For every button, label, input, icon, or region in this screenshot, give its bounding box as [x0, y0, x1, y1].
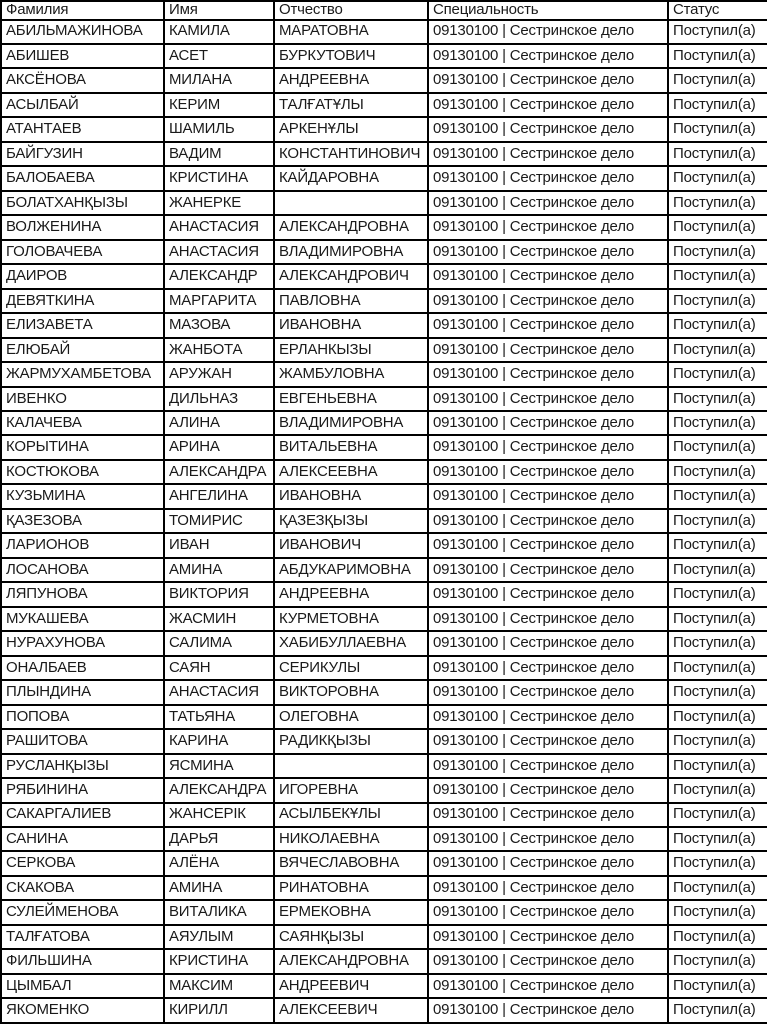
cell-specialty: 09130100 | Сестринское дело	[428, 93, 668, 117]
cell-status: Поступил(а)	[668, 44, 767, 68]
cell-name: ИВАН	[164, 533, 274, 557]
cell-patronymic: ИВАНОВНА	[274, 313, 428, 337]
cell-specialty: 09130100 | Сестринское дело	[428, 607, 668, 631]
cell-patronymic: ОЛЕГОВНА	[274, 705, 428, 729]
cell-specialty: 09130100 | Сестринское дело	[428, 191, 668, 215]
cell-status: Поступил(а)	[668, 974, 767, 998]
cell-name: САЛИМА	[164, 631, 274, 655]
cell-specialty: 09130100 | Сестринское дело	[428, 362, 668, 386]
cell-patronymic: ХАБИБУЛЛАЕВНА	[274, 631, 428, 655]
cell-patronymic: ЖАМБУЛОВНА	[274, 362, 428, 386]
table-row	[1, 900, 767, 924]
cell-specialty: 09130100 | Сестринское дело	[428, 117, 668, 141]
cell-specialty: 09130100 | Сестринское дело	[428, 387, 668, 411]
cell-status: Поступил(а)	[668, 460, 767, 484]
cell-status: Поступил(а)	[668, 631, 767, 655]
cell-name: КИРИЛЛ	[164, 998, 274, 1023]
cell-name: АЛИНА	[164, 411, 274, 435]
column-header-patronymic: Отчество	[274, 1, 428, 20]
cell-surname: ЦЫМБАЛ	[1, 974, 164, 998]
cell-name: КЕРИМ	[164, 93, 274, 117]
cell-status: Поступил(а)	[668, 509, 767, 533]
cell-status: Поступил(а)	[668, 705, 767, 729]
cell-surname: ИВЕНКО	[1, 387, 164, 411]
cell-name: МАКСИМ	[164, 974, 274, 998]
cell-patronymic: КУРМЕТОВНА	[274, 607, 428, 631]
table-row	[1, 705, 767, 729]
table-row	[1, 460, 767, 484]
cell-patronymic: АНДРЕЕВНА	[274, 582, 428, 606]
cell-specialty: 09130100 | Сестринское дело	[428, 900, 668, 924]
cell-specialty: 09130100 | Сестринское дело	[428, 264, 668, 288]
cell-surname: ЯКОМЕНКО	[1, 998, 164, 1023]
cell-name: ТАТЬЯНА	[164, 705, 274, 729]
cell-specialty: 09130100 | Сестринское дело	[428, 435, 668, 459]
cell-patronymic: ВЯЧЕСЛАВОВНА	[274, 851, 428, 875]
cell-surname: ФИЛЬШИНА	[1, 949, 164, 973]
table-row	[1, 533, 767, 557]
cell-specialty: 09130100 | Сестринское дело	[428, 876, 668, 900]
cell-status: Поступил(а)	[668, 338, 767, 362]
cell-specialty: 09130100 | Сестринское дело	[428, 754, 668, 778]
cell-status: Поступил(а)	[668, 166, 767, 190]
column-header-surname: Фамилия	[1, 1, 164, 20]
cell-status: Поступил(а)	[668, 20, 767, 44]
cell-surname: РУСЛАНҚЫЗЫ	[1, 754, 164, 778]
cell-specialty: 09130100 | Сестринское дело	[428, 656, 668, 680]
cell-surname: СЕРКОВА	[1, 851, 164, 875]
cell-surname: ГОЛОВАЧЕВА	[1, 240, 164, 264]
cell-name: АМИНА	[164, 876, 274, 900]
cell-surname: НУРАХУНОВА	[1, 631, 164, 655]
table-row	[1, 582, 767, 606]
cell-status: Поступил(а)	[668, 876, 767, 900]
cell-surname: САКАРГАЛИЕВ	[1, 803, 164, 827]
cell-surname: СКАКОВА	[1, 876, 164, 900]
cell-patronymic: АНДРЕЕВНА	[274, 68, 428, 92]
cell-patronymic: САЯНҚЫЗЫ	[274, 925, 428, 949]
table-row	[1, 827, 767, 851]
cell-status: Поступил(а)	[668, 289, 767, 313]
cell-status: Поступил(а)	[668, 93, 767, 117]
cell-specialty: 09130100 | Сестринское дело	[428, 289, 668, 313]
cell-surname: ПОПОВА	[1, 705, 164, 729]
cell-status: Поступил(а)	[668, 484, 767, 508]
cell-specialty: 09130100 | Сестринское дело	[428, 558, 668, 582]
table-row	[1, 778, 767, 802]
cell-name: АЛЕКСАНДР	[164, 264, 274, 288]
cell-patronymic: КАЙДАРОВНА	[274, 166, 428, 190]
cell-name: МИЛАНА	[164, 68, 274, 92]
cell-surname: КУЗЬМИНА	[1, 484, 164, 508]
cell-specialty: 09130100 | Сестринское дело	[428, 803, 668, 827]
cell-patronymic: ВЛАДИМИРОВНА	[274, 240, 428, 264]
table-row	[1, 338, 767, 362]
cell-name: САЯН	[164, 656, 274, 680]
cell-name: АНГЕЛИНА	[164, 484, 274, 508]
cell-name: МАРГАРИТА	[164, 289, 274, 313]
cell-surname: ҚАЗЕЗОВА	[1, 509, 164, 533]
table-row	[1, 191, 767, 215]
table-row	[1, 411, 767, 435]
cell-patronymic: ИВАНОВИЧ	[274, 533, 428, 557]
cell-patronymic: ВИКТОРОВНА	[274, 680, 428, 704]
cell-name: ЖАНЕРКЕ	[164, 191, 274, 215]
table-row	[1, 93, 767, 117]
cell-specialty: 09130100 | Сестринское дело	[428, 778, 668, 802]
table-row	[1, 484, 767, 508]
cell-status: Поступил(а)	[668, 68, 767, 92]
cell-status: Поступил(а)	[668, 827, 767, 851]
cell-patronymic: ТАЛҒАТҰЛЫ	[274, 93, 428, 117]
cell-patronymic: ИГОРЕВНА	[274, 778, 428, 802]
cell-surname: КОРЫТИНА	[1, 435, 164, 459]
cell-status: Поступил(а)	[668, 998, 767, 1023]
cell-patronymic: АЛЕКСАНДРОВНА	[274, 949, 428, 973]
table-row	[1, 754, 767, 778]
cell-surname: ОНАЛБАЕВ	[1, 656, 164, 680]
cell-specialty: 09130100 | Сестринское дело	[428, 974, 668, 998]
table-header	[1, 1, 767, 20]
cell-status: Поступил(а)	[668, 680, 767, 704]
cell-patronymic: НИКОЛАЕВНА	[274, 827, 428, 851]
cell-patronymic: АЛЕКСЕЕВИЧ	[274, 998, 428, 1023]
cell-surname: ЛАРИОНОВ	[1, 533, 164, 557]
cell-specialty: 09130100 | Сестринское дело	[428, 20, 668, 44]
table-row	[1, 264, 767, 288]
table-row	[1, 362, 767, 386]
cell-patronymic: РАДИКҚЫЗЫ	[274, 729, 428, 753]
table-row	[1, 925, 767, 949]
table-row	[1, 68, 767, 92]
cell-surname: ВОЛЖЕНИНА	[1, 215, 164, 239]
cell-name: ДАРЬЯ	[164, 827, 274, 851]
cell-specialty: 09130100 | Сестринское дело	[428, 680, 668, 704]
cell-name: МАЗОВА	[164, 313, 274, 337]
cell-status: Поступил(а)	[668, 925, 767, 949]
table-row	[1, 631, 767, 655]
cell-status: Поступил(а)	[668, 411, 767, 435]
table-row	[1, 998, 767, 1023]
cell-status: Поступил(а)	[668, 900, 767, 924]
cell-surname: ЛОСАНОВА	[1, 558, 164, 582]
column-header-name: Имя	[164, 1, 274, 20]
cell-specialty: 09130100 | Сестринское дело	[428, 338, 668, 362]
cell-specialty: 09130100 | Сестринское дело	[428, 582, 668, 606]
table-row	[1, 166, 767, 190]
cell-status: Поступил(а)	[668, 778, 767, 802]
cell-status: Поступил(а)	[668, 607, 767, 631]
table-body	[1, 20, 767, 1024]
cell-status: Поступил(а)	[668, 435, 767, 459]
cell-surname: АБИШЕВ	[1, 44, 164, 68]
cell-patronymic: РИНАТОВНА	[274, 876, 428, 900]
table-row	[1, 803, 767, 827]
cell-name: ЖАСМИН	[164, 607, 274, 631]
cell-name: ВАДИМ	[164, 142, 274, 166]
cell-specialty: 09130100 | Сестринское дело	[428, 68, 668, 92]
cell-specialty: 09130100 | Сестринское дело	[428, 998, 668, 1023]
table-row	[1, 117, 767, 141]
cell-patronymic: ЕВГЕНЬЕВНА	[274, 387, 428, 411]
cell-surname: АСЫЛБАЙ	[1, 93, 164, 117]
cell-status: Поступил(а)	[668, 582, 767, 606]
cell-specialty: 09130100 | Сестринское дело	[428, 827, 668, 851]
cell-name: ВИКТОРИЯ	[164, 582, 274, 606]
table-row	[1, 313, 767, 337]
cell-status: Поступил(а)	[668, 240, 767, 264]
cell-status: Поступил(а)	[668, 264, 767, 288]
cell-specialty: 09130100 | Сестринское дело	[428, 729, 668, 753]
cell-name: КАРИНА	[164, 729, 274, 753]
table-row	[1, 142, 767, 166]
cell-patronymic: ПАВЛОВНА	[274, 289, 428, 313]
table-row	[1, 949, 767, 973]
cell-name: АРУЖАН	[164, 362, 274, 386]
cell-specialty: 09130100 | Сестринское дело	[428, 460, 668, 484]
cell-specialty: 09130100 | Сестринское дело	[428, 509, 668, 533]
cell-specialty: 09130100 | Сестринское дело	[428, 925, 668, 949]
cell-name: АНАСТАСИЯ	[164, 215, 274, 239]
cell-patronymic: АНДРЕЕВИЧ	[274, 974, 428, 998]
cell-status: Поступил(а)	[668, 949, 767, 973]
cell-specialty: 09130100 | Сестринское дело	[428, 240, 668, 264]
cell-name: ЖАНБОТА	[164, 338, 274, 362]
table-row	[1, 656, 767, 680]
column-header-status: Статус	[668, 1, 767, 20]
cell-surname: ТАЛҒАТОВА	[1, 925, 164, 949]
cell-name: КРИСТИНА	[164, 166, 274, 190]
cell-name: АЛЁНА	[164, 851, 274, 875]
table-row	[1, 680, 767, 704]
cell-patronymic: АЛЕКСАНДРОВНА	[274, 215, 428, 239]
cell-specialty: 09130100 | Сестринское дело	[428, 166, 668, 190]
cell-patronymic	[274, 754, 428, 778]
cell-name: КРИСТИНА	[164, 949, 274, 973]
cell-surname: АТАНТАЕВ	[1, 117, 164, 141]
cell-name: ВИТАЛИКА	[164, 900, 274, 924]
cell-specialty: 09130100 | Сестринское дело	[428, 411, 668, 435]
table-row	[1, 44, 767, 68]
cell-status: Поступил(а)	[668, 362, 767, 386]
cell-surname: РЯБИНИНА	[1, 778, 164, 802]
cell-specialty: 09130100 | Сестринское дело	[428, 313, 668, 337]
cell-name: АМИНА	[164, 558, 274, 582]
cell-patronymic: БУРКУТОВИЧ	[274, 44, 428, 68]
cell-surname: СУЛЕЙМЕНОВА	[1, 900, 164, 924]
cell-status: Поступил(а)	[668, 117, 767, 141]
cell-surname: ЛЯПУНОВА	[1, 582, 164, 606]
cell-patronymic: ҚАЗЕЗҚЫЗЫ	[274, 509, 428, 533]
cell-specialty: 09130100 | Сестринское дело	[428, 484, 668, 508]
cell-surname: КОСТЮКОВА	[1, 460, 164, 484]
cell-status: Поступил(а)	[668, 215, 767, 239]
table-row	[1, 435, 767, 459]
cell-specialty: 09130100 | Сестринское дело	[428, 215, 668, 239]
cell-patronymic: ВЛАДИМИРОВНА	[274, 411, 428, 435]
cell-surname: САНИНА	[1, 827, 164, 851]
cell-specialty: 09130100 | Сестринское дело	[428, 533, 668, 557]
cell-patronymic: АЛЕКСЕЕВНА	[274, 460, 428, 484]
cell-surname: АКСЁНОВА	[1, 68, 164, 92]
cell-name: АНАСТАСИЯ	[164, 240, 274, 264]
cell-patronymic: АРКЕНҰЛЫ	[274, 117, 428, 141]
cell-specialty: 09130100 | Сестринское дело	[428, 949, 668, 973]
cell-name: АРИНА	[164, 435, 274, 459]
table-row	[1, 974, 767, 998]
cell-surname: ДЕВЯТКИНА	[1, 289, 164, 313]
cell-status: Поступил(а)	[668, 754, 767, 778]
cell-surname: МУКАШЕВА	[1, 607, 164, 631]
cell-status: Поступил(а)	[668, 558, 767, 582]
cell-status: Поступил(а)	[668, 851, 767, 875]
cell-name: ДИЛЬНАЗ	[164, 387, 274, 411]
cell-patronymic: СЕРИКУЛЫ	[274, 656, 428, 680]
cell-specialty: 09130100 | Сестринское дело	[428, 851, 668, 875]
cell-specialty: 09130100 | Сестринское дело	[428, 631, 668, 655]
cell-status: Поступил(а)	[668, 533, 767, 557]
cell-patronymic: ИВАНОВНА	[274, 484, 428, 508]
cell-status: Поступил(а)	[668, 313, 767, 337]
cell-surname: КАЛАЧЕВА	[1, 411, 164, 435]
cell-surname: РАШИТОВА	[1, 729, 164, 753]
cell-surname: ЖАРМУХАМБЕТОВА	[1, 362, 164, 386]
table-row	[1, 215, 767, 239]
cell-name: АСЕТ	[164, 44, 274, 68]
cell-surname: БАЛОБАЕВА	[1, 166, 164, 190]
table-row	[1, 729, 767, 753]
cell-name: АЛЕКСАНДРА	[164, 460, 274, 484]
cell-status: Поступил(а)	[668, 191, 767, 215]
cell-name: ШАМИЛЬ	[164, 117, 274, 141]
cell-status: Поступил(а)	[668, 656, 767, 680]
cell-patronymic: АСЫЛБЕКҰЛЫ	[274, 803, 428, 827]
cell-patronymic: ЕРМЕКОВНА	[274, 900, 428, 924]
cell-patronymic: МАРАТОВНА	[274, 20, 428, 44]
cell-surname: БАЙГУЗИН	[1, 142, 164, 166]
header-row	[1, 1, 767, 20]
table-row	[1, 607, 767, 631]
column-header-specialty: Специальность	[428, 1, 668, 20]
cell-status: Поступил(а)	[668, 387, 767, 411]
cell-patronymic: АЛЕКСАНДРОВИЧ	[274, 264, 428, 288]
table-row	[1, 851, 767, 875]
cell-status: Поступил(а)	[668, 803, 767, 827]
table-row	[1, 876, 767, 900]
cell-name: КАМИЛА	[164, 20, 274, 44]
cell-patronymic: ВИТАЛЬЕВНА	[274, 435, 428, 459]
cell-name: ТОМИРИС	[164, 509, 274, 533]
cell-patronymic: АБДУКАРИМОВНА	[274, 558, 428, 582]
cell-surname: ЕЛЮБАЙ	[1, 338, 164, 362]
cell-status: Поступил(а)	[668, 142, 767, 166]
cell-name: ЖАНСЕРІК	[164, 803, 274, 827]
table-row	[1, 558, 767, 582]
cell-specialty: 09130100 | Сестринское дело	[428, 705, 668, 729]
cell-name: АНАСТАСИЯ	[164, 680, 274, 704]
table-row	[1, 289, 767, 313]
table-row	[1, 387, 767, 411]
cell-name: АЛЕКСАНДРА	[164, 778, 274, 802]
cell-name: ЯСМИНА	[164, 754, 274, 778]
cell-surname: ПЛЫНДИНА	[1, 680, 164, 704]
table-row	[1, 509, 767, 533]
cell-name: АЯУЛЫМ	[164, 925, 274, 949]
cell-patronymic: ЕРЛАНКЫЗЫ	[274, 338, 428, 362]
cell-patronymic: КОНСТАНТИНОВИЧ	[274, 142, 428, 166]
cell-status: Поступил(а)	[668, 729, 767, 753]
cell-surname: АБИЛЬМАЖИНОВА	[1, 20, 164, 44]
cell-surname: ДАИРОВ	[1, 264, 164, 288]
table-row	[1, 240, 767, 264]
cell-specialty: 09130100 | Сестринское дело	[428, 142, 668, 166]
cell-specialty: 09130100 | Сестринское дело	[428, 44, 668, 68]
cell-surname: БОЛАТХАНҚЫЗЫ	[1, 191, 164, 215]
table-row	[1, 20, 767, 44]
cell-patronymic	[274, 191, 428, 215]
cell-surname: ЕЛИЗАВЕТА	[1, 313, 164, 337]
